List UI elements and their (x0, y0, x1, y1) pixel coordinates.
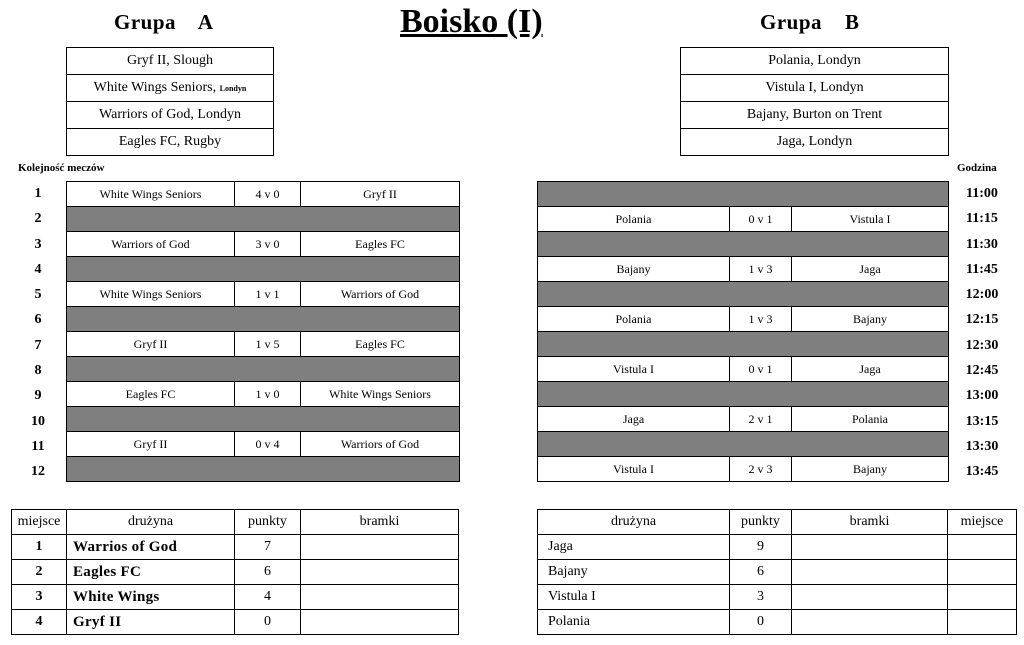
standings-points: 6 (730, 560, 792, 585)
standings-points: 0 (235, 610, 301, 635)
standings-header (12, 510, 459, 535)
row-number: 6 (34, 312, 42, 328)
away-team: Jaga (792, 257, 949, 282)
team-name: Bajany, Burton on Trent (681, 102, 949, 129)
standings-row (538, 585, 1017, 610)
home-team: Jaga (538, 407, 730, 432)
standings-points: 0 (730, 610, 792, 635)
home-team: Gryf II (67, 432, 235, 457)
away-team: Bajany (792, 307, 949, 332)
group-a-team (67, 129, 274, 156)
group-a-title: Grupa A (114, 10, 214, 34)
group-b-team (681, 48, 949, 75)
standings-team: Gryf II (67, 610, 235, 635)
standings-points: 9 (730, 535, 792, 560)
match-row (67, 432, 460, 457)
time-column-label: Godzina (957, 162, 997, 174)
standings-team: Polania (538, 610, 730, 635)
empty-slot-row (538, 232, 949, 257)
standings-place: 1 (12, 535, 67, 560)
group-a-team (67, 102, 274, 129)
match-score: 1 v 5 (235, 332, 301, 357)
away-team: Warriors of God (301, 282, 460, 307)
group-b-standings (537, 509, 1017, 635)
match-time: 12:00 (965, 287, 999, 303)
match-time: 13:45 (965, 464, 999, 480)
match-time: 13:15 (965, 413, 999, 429)
away-team: Vistula I (792, 207, 949, 232)
group-b-schedule (537, 181, 949, 482)
home-team: Eagles FC (67, 382, 235, 407)
row-number: 12 (31, 464, 45, 480)
home-team: Warriors of God (67, 232, 235, 257)
standings-points: 3 (730, 585, 792, 610)
standings-goals (792, 610, 948, 635)
match-score: 1 v 1 (235, 282, 301, 307)
team-name: Polania, Londyn (681, 48, 949, 75)
match-time: 12:30 (965, 337, 999, 353)
empty-slot (538, 382, 949, 407)
match-row (67, 232, 460, 257)
row-number: 1 (34, 186, 42, 201)
standings-row (12, 610, 459, 635)
group-b-team (681, 129, 949, 156)
match-row (67, 382, 460, 407)
team-name: Eagles FC, Rugby (118, 134, 222, 149)
match-score: 1 v 3 (730, 257, 792, 282)
standings-points: 7 (235, 535, 301, 560)
match-time: 11:30 (966, 236, 998, 252)
standings-goals (301, 535, 459, 560)
standings-team: Bajany (538, 560, 730, 585)
standings-team: White Wings (67, 585, 235, 610)
away-team: Eagles FC (301, 232, 460, 257)
points-header: punkty (730, 510, 792, 535)
match-score: 4 v 0 (235, 182, 301, 207)
empty-slot (67, 307, 460, 332)
goals-header: bramki (301, 510, 459, 535)
standings-row (538, 560, 1017, 585)
match-row (538, 407, 949, 432)
away-team: Bajany (792, 457, 949, 482)
row-number: 4 (34, 261, 42, 277)
standings-team: Vistula I (538, 585, 730, 610)
match-score: 0 v 1 (730, 357, 792, 382)
standings-goals (792, 560, 948, 585)
standings-points: 4 (235, 585, 301, 610)
match-time: 12:15 (965, 312, 999, 328)
group-a-team-list (66, 47, 274, 156)
standings-goals (792, 535, 948, 560)
standings-team: Jaga (538, 535, 730, 560)
empty-slot (538, 432, 949, 457)
match-order-label: Kolejność meczów (18, 162, 105, 174)
away-team: Gryf II (301, 182, 460, 207)
group-a-schedule (66, 181, 460, 482)
match-time: 11:15 (966, 211, 998, 227)
standings-goals (792, 585, 948, 610)
standings-row (538, 610, 1017, 635)
standings-place (948, 535, 1017, 560)
row-number-column (23, 181, 53, 485)
empty-slot-row (538, 282, 949, 307)
home-team: White Wings Seniors (67, 182, 235, 207)
match-score: 2 v 3 (730, 457, 792, 482)
empty-slot (538, 332, 949, 357)
standings-points: 6 (235, 560, 301, 585)
standings-goals (301, 585, 459, 610)
group-a-standings (11, 509, 459, 635)
standings-place: 3 (12, 585, 67, 610)
place-header: miejsce (948, 510, 1017, 535)
match-row (538, 307, 949, 332)
empty-slot-row (538, 332, 949, 357)
home-team: Bajany (538, 257, 730, 282)
standings-row (538, 535, 1017, 560)
match-time: 11:00 (966, 186, 998, 201)
place-header: miejsce (12, 510, 67, 535)
standings-goals (301, 560, 459, 585)
standings-team: Eagles FC (67, 560, 235, 585)
team-name: Gryf II, Slough (127, 53, 213, 68)
empty-slot-row (67, 207, 460, 232)
standings-row (12, 560, 459, 585)
team-city-small: Londyn (219, 84, 247, 93)
row-number: 8 (34, 363, 42, 379)
match-row (538, 257, 949, 282)
row-number: 10 (31, 413, 45, 429)
home-team: Gryf II (67, 332, 235, 357)
standings-team: Warrios of God (67, 535, 235, 560)
away-team: Jaga (792, 357, 949, 382)
empty-slot-row (538, 182, 949, 207)
empty-slot-row (67, 357, 460, 382)
empty-slot-row (538, 382, 949, 407)
group-b-team (681, 102, 949, 129)
standings-row (12, 585, 459, 610)
empty-slot (67, 357, 460, 382)
empty-slot (67, 257, 460, 282)
home-team: Polania (538, 307, 730, 332)
row-number: 9 (34, 388, 42, 404)
match-row (538, 357, 949, 382)
match-row (538, 207, 949, 232)
page-title: Boisko (I) (400, 3, 543, 40)
standings-goals (301, 610, 459, 635)
row-number: 5 (34, 287, 42, 303)
team-name: White Wings Seniors, (93, 80, 220, 95)
away-team: Eagles FC (301, 332, 460, 357)
row-number: 7 (34, 337, 42, 353)
points-header: punkty (235, 510, 301, 535)
standings-header (538, 510, 1017, 535)
empty-slot-row (67, 307, 460, 332)
away-team: Polania (792, 407, 949, 432)
team-header: drużyna (538, 510, 730, 535)
team-name: Warriors of God, Londyn (99, 107, 241, 122)
match-row (67, 182, 460, 207)
empty-slot (538, 182, 949, 207)
match-row (67, 282, 460, 307)
standings-place (948, 585, 1017, 610)
match-score: 3 v 0 (235, 232, 301, 257)
away-team: White Wings Seniors (301, 382, 460, 407)
team-header: drużyna (67, 510, 235, 535)
home-team: Polania (538, 207, 730, 232)
standings-place (948, 610, 1017, 635)
empty-slot-row (67, 457, 460, 482)
standings-place: 2 (12, 560, 67, 585)
match-score: 0 v 1 (730, 207, 792, 232)
match-time: 13:00 (965, 388, 999, 404)
row-number: 3 (34, 236, 42, 252)
group-b-title: Grupa B (760, 10, 860, 34)
group-b-team-list (680, 47, 949, 156)
home-team: Vistula I (538, 457, 730, 482)
row-number: 11 (31, 438, 45, 454)
empty-slot-row (67, 407, 460, 432)
empty-slot (67, 407, 460, 432)
match-score: 1 v 0 (235, 382, 301, 407)
group-b-team (681, 75, 949, 102)
match-row (538, 457, 949, 482)
group-a-team (67, 75, 274, 102)
goals-header: bramki (792, 510, 948, 535)
empty-slot (67, 457, 460, 482)
match-row (67, 332, 460, 357)
empty-slot (67, 207, 460, 232)
match-time: 11:45 (966, 261, 998, 277)
standings-place: 4 (12, 610, 67, 635)
standings-row (12, 535, 459, 560)
match-score: 1 v 3 (730, 307, 792, 332)
away-team: Warriors of God (301, 432, 460, 457)
team-name: Jaga, Londyn (681, 129, 949, 156)
home-team: Vistula I (538, 357, 730, 382)
team-name: Vistula I, Londyn (681, 75, 949, 102)
match-time: 12:45 (965, 363, 999, 379)
home-team: White Wings Seniors (67, 282, 235, 307)
empty-slot (538, 282, 949, 307)
time-column (947, 181, 1017, 485)
match-score: 0 v 4 (235, 432, 301, 457)
empty-slot-row (538, 432, 949, 457)
group-a-team (67, 48, 274, 75)
row-number: 2 (34, 211, 42, 227)
standings-place (948, 560, 1017, 585)
empty-slot-row (67, 257, 460, 282)
empty-slot (538, 232, 949, 257)
match-time: 13:30 (965, 438, 999, 454)
match-score: 2 v 1 (730, 407, 792, 432)
